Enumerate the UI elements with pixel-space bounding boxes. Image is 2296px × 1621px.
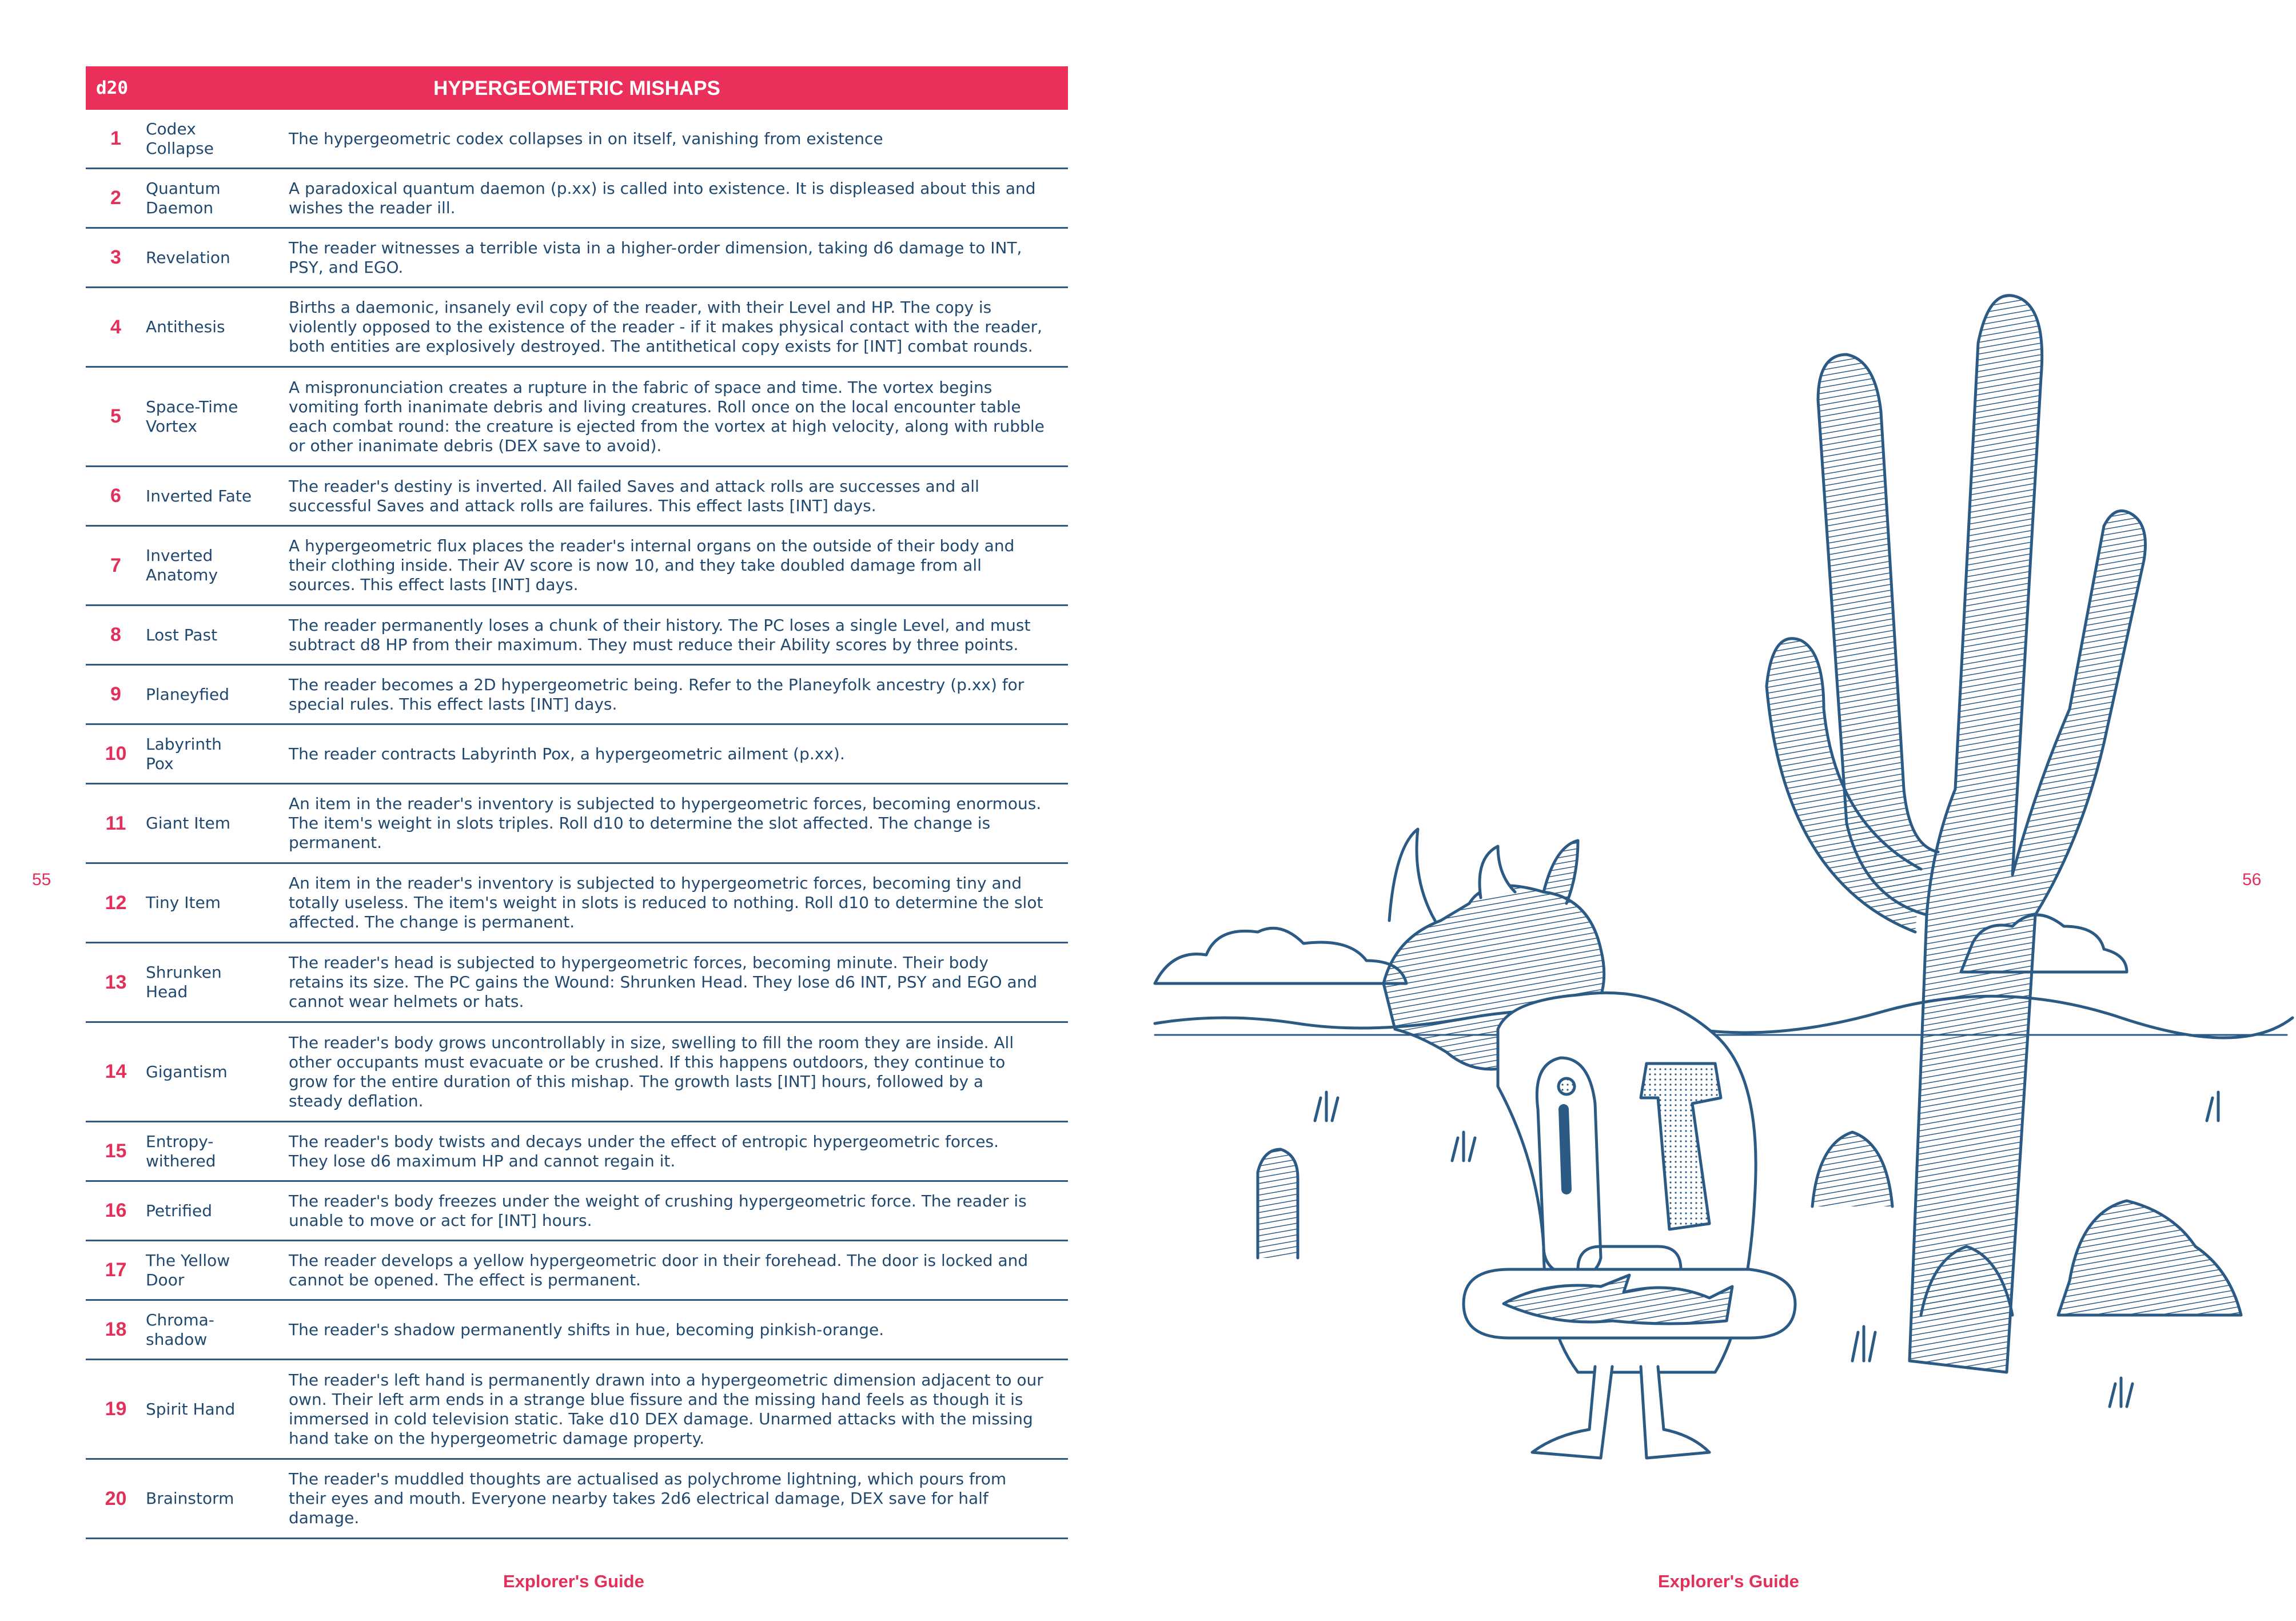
table-row [86, 943, 1068, 1023]
row-number: 8 [110, 624, 121, 646]
row-description: The reader's body grows uncontrollably in size, swelling to fill the room they are inside. All other occupants must evacuate or be crushed. If this happens outdoors, they continue to grow for the entire duration of this mishap. The growth lasts [INT] hours, followed by a steady deflation. [289, 1033, 1014, 1110]
table-row [86, 1301, 1068, 1360]
shrub [1812, 1132, 1892, 1206]
row-number: 3 [110, 246, 121, 268]
row-name: Antithesis [146, 317, 225, 336]
table-row [86, 1460, 1068, 1539]
table-row [86, 1122, 1068, 1182]
row-name: Brainstorm [146, 1489, 234, 1508]
row-name: Chroma- shadow [146, 1310, 214, 1349]
rhino-horn [1389, 829, 1435, 921]
tombstone-rock [1258, 1149, 1298, 1258]
row-description: The reader's left hand is permanently drawn into a hypergeometric dimension adjacent to our own. Their left arm ends in a strange blue fissure and the missing hand feels as though it is immersed in cold television static. Take d10 DEX damage. Unarmed attacks with the missing hand take on the hypergeometric damage property. [289, 1370, 1043, 1448]
row-number: 20 [105, 1487, 127, 1510]
row-number: 16 [105, 1200, 127, 1221]
row-name: Gigantism [146, 1062, 228, 1081]
table-title: HYPERGEOMETRIC MISHAPS [433, 77, 720, 99]
row-name: Codex Collapse [146, 119, 214, 158]
row-description: The hypergeometric codex collapses in on itself, vanishing from existence [289, 129, 883, 148]
table-row [86, 527, 1068, 606]
row-name: Planeyfied [146, 684, 230, 704]
row-description: The reader witnesses a terrible vista in a higher-order dimension, taking d6 damage to INT, PSY, and EGO. [289, 238, 1022, 277]
row-number: 15 [105, 1140, 127, 1162]
table-row [86, 606, 1068, 666]
table-row [86, 1360, 1068, 1460]
row-number: 13 [105, 971, 127, 993]
row-description: Births a daemonic, insanely evil copy of the reader, with their Level and HP. The copy is violently opposed to the existence of the reader - if it makes physical contact with the reader, both entities are explosively destroyed. The antithetical copy exists for [INT] combat rounds. [289, 298, 1042, 356]
table-row [86, 1241, 1068, 1301]
table-row [86, 288, 1068, 368]
table-row [86, 1182, 1068, 1241]
row-number: 17 [105, 1259, 127, 1281]
row-number: 6 [110, 485, 121, 507]
row-number: 18 [105, 1319, 127, 1340]
row-number: 7 [110, 554, 121, 576]
table-row [86, 725, 1068, 784]
row-description: An item in the reader's inventory is subjected to hypergeometric forces, becoming tiny and totally useless. The item's weight in slots is reduced to nothing. Roll d10 to determine the slot affected. The change is permanent. [289, 874, 1043, 931]
mishaps-table [86, 66, 1068, 1539]
row-description: The reader permanently loses a chunk of their history. The PC loses a single Level, and must subtract d8 HP from their maximum. They must reduce their Ability scores by three points. [289, 615, 1031, 654]
table-row [86, 368, 1068, 467]
row-number: 14 [105, 1061, 127, 1082]
row-description: A hypergeometric flux places the reader's internal organs on the outside of their body and their clothing inside. Their AV score is now 10, and they take doubled damage from all sources. This effect lasts [INT] days. [289, 536, 1015, 594]
table-body [86, 110, 1068, 1539]
table-row [86, 666, 1068, 725]
row-number: 4 [110, 316, 121, 338]
footer-right: Explorer's Guide [1658, 1571, 1799, 1591]
table-row [86, 169, 1068, 229]
row-description: The reader's shadow permanently shifts in hue, becoming pinkish-orange. [289, 1320, 884, 1339]
row-name: Space-Time Vortex [146, 397, 238, 436]
row-number: 12 [105, 891, 127, 914]
page-number-left: 55 [32, 870, 51, 889]
row-name: Inverted Fate [146, 486, 252, 505]
table-row [86, 784, 1068, 864]
row-description: An item in the reader's inventory is subjected to hypergeometric forces, becoming enormous. The item's weight in slots triples. Roll d10 to determine the slot affected. The change is permanent. [289, 794, 1042, 852]
dice-label: d20 [96, 78, 128, 98]
table-row [86, 1023, 1068, 1122]
row-name: Entropy- withered [146, 1132, 216, 1170]
desert-rhino-cactus-illustration [1143, 274, 2296, 1521]
row-number: 9 [110, 683, 121, 705]
row-name: The Yellow Door [146, 1250, 230, 1289]
horizon-line [1155, 996, 2293, 1038]
cloud-left [1155, 928, 1406, 983]
footer-left: Explorer's Guide [503, 1571, 644, 1591]
row-number: 10 [105, 743, 127, 764]
row-name: Inverted Anatomy [146, 546, 218, 584]
row-description: A paradoxical quantum daemon (p.xx) is called into existence. It is displeased about this and wishes the reader ill. [289, 178, 1036, 217]
row-description: The reader's destiny is inverted. All failed Saves and attack rolls are successes and all successful Saves and attack rolls are failures. This effect lasts [INT] days. [289, 476, 979, 515]
table-row [86, 110, 1068, 169]
row-number: 11 [105, 812, 126, 834]
row-name: Revelation [146, 248, 230, 267]
row-name: Giant Item [146, 814, 230, 833]
row-name: Labyrinth Pox [146, 734, 222, 773]
row-description: The reader's muddled thoughts are actualised as polychrome lightning, which pours from their eyes and mouth. Everyone nearby takes 2d6 electrical damage, DEX save for half damage. [289, 1469, 1007, 1527]
row-name: Shrunken Head [146, 963, 222, 1001]
row-name: Spirit Hand [146, 1399, 236, 1419]
row-description: The reader's head is subjected to hypergeometric forces, becoming minute. Their body retains its size. The PC gains the Wound: Shrunken Head. They lose d6 INT, PSY and EGO and cannot wear helmets or hats. [289, 953, 1038, 1011]
row-number: 19 [105, 1398, 127, 1420]
row-name: Lost Past [146, 625, 218, 644]
table-row [86, 467, 1068, 527]
row-description: The reader's body twists and decays under the effect of entropic hypergeometric forces. They lose d6 maximum HP and cannot regain it. [289, 1132, 999, 1170]
rock-right [2058, 1201, 2241, 1315]
page-number-right: 56 [2242, 870, 2262, 889]
row-name: Petrified [146, 1201, 213, 1220]
row-number: 2 [110, 187, 121, 209]
row-description: The reader develops a yellow hypergeometric door in their forehead. The door is locked and cannot be opened. The effect is permanent. [289, 1250, 1029, 1289]
table-row [86, 864, 1068, 943]
table-header [86, 66, 1068, 110]
row-name: Quantum Daemon [146, 178, 221, 217]
row-number: 5 [110, 405, 121, 427]
row-description: The reader's body freezes under the weight of crushing hypergeometric force. The reader is unable to move or act for [INT] hours. [289, 1191, 1027, 1230]
row-name: Tiny Item [146, 893, 221, 912]
row-number: 1 [110, 128, 121, 149]
table-row [86, 229, 1068, 288]
row-description: The reader becomes a 2D hypergeometric being. Refer to the Planeyfolk ancestry (p.xx) for special rules. This effect lasts [INT] days. [289, 675, 1025, 714]
row-description: A mispronunciation creates a rupture in the fabric of space and time. The vortex begins vomiting forth inanimate debris and living creatures. Roll once on the local encounter table each combat round: the creature is ejected from the vortex at high velocity, along with rubble or other inanimate debris (DEX save to avoid). [289, 377, 1045, 455]
row-description: The reader contracts Labyrinth Pox, a hypergeometric ailment (p.xx). [289, 744, 845, 763]
